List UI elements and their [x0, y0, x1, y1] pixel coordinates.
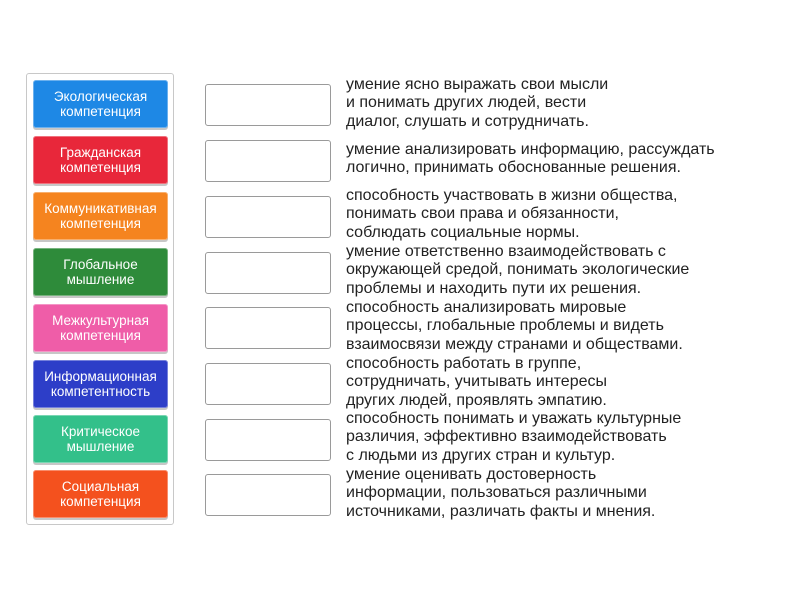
- tile-civic[interactable]: [33, 136, 168, 184]
- description-8: умение оценивать достоверность информации, пользоваться различными источниками, различать факты и мнения.: [346, 466, 656, 520]
- description-3: способность участвовать в жизни общества, понимать свои права и обязанности, соблюдать социальные нормы.: [346, 187, 678, 241]
- drop-slot-1[interactable]: [205, 84, 331, 126]
- drop-slot-2[interactable]: [205, 140, 331, 182]
- tile-social[interactable]: [33, 470, 168, 518]
- description-6: способность работать в группе, сотрудничать, учитывать интересы других людей, проявлять эмпатию.: [346, 355, 607, 409]
- drop-slot-7[interactable]: [205, 419, 331, 461]
- tile-label: Информационная компетентность: [44, 369, 157, 399]
- drop-slot-4[interactable]: [205, 252, 331, 294]
- drop-slot-5[interactable]: [205, 307, 331, 349]
- tile-label: Критическое мышление: [60, 424, 140, 454]
- tile-communicative[interactable]: [33, 192, 168, 240]
- tile-ecological[interactable]: [33, 80, 168, 128]
- description-7: способность понимать и уважать культурные различия, эффективно взаимодействовать с людьми из других стран и культур.: [346, 410, 682, 464]
- drop-slot-8[interactable]: [205, 474, 331, 516]
- tile-label: Межкультурная компетенция: [52, 313, 149, 343]
- description-1: умение ясно выражать свои мысли и понимать других людей, вести диалог, слушать и сотрудничать.: [346, 76, 609, 130]
- tile-intercultural[interactable]: [33, 304, 168, 352]
- tile-label: Коммуникативная компетенция: [44, 201, 157, 231]
- drop-slot-6[interactable]: [205, 363, 331, 405]
- tile-critical-thinking[interactable]: [33, 415, 168, 463]
- description-4: умение ответственно взаимодействовать с окружающей средой, понимать экологические проблемы и находить пути их решения.: [346, 243, 690, 297]
- tile-label: Социальная компетенция: [60, 479, 141, 509]
- tile-label: Глобальное мышление: [63, 257, 138, 287]
- tile-label: Экологическая компетенция: [53, 89, 148, 119]
- description-5: способность анализировать мировые процессы, глобальные проблемы и видеть взаимосвязи между странами и обществами.: [346, 299, 683, 353]
- tile-global-thinking[interactable]: [33, 248, 168, 296]
- tile-label: Гражданская компетенция: [59, 145, 142, 175]
- tile-information[interactable]: [33, 360, 168, 408]
- description-2: умение анализировать информацию, рассуждать логично, принимать обоснованные решения.: [346, 141, 715, 177]
- drop-slot-3[interactable]: [205, 196, 331, 238]
